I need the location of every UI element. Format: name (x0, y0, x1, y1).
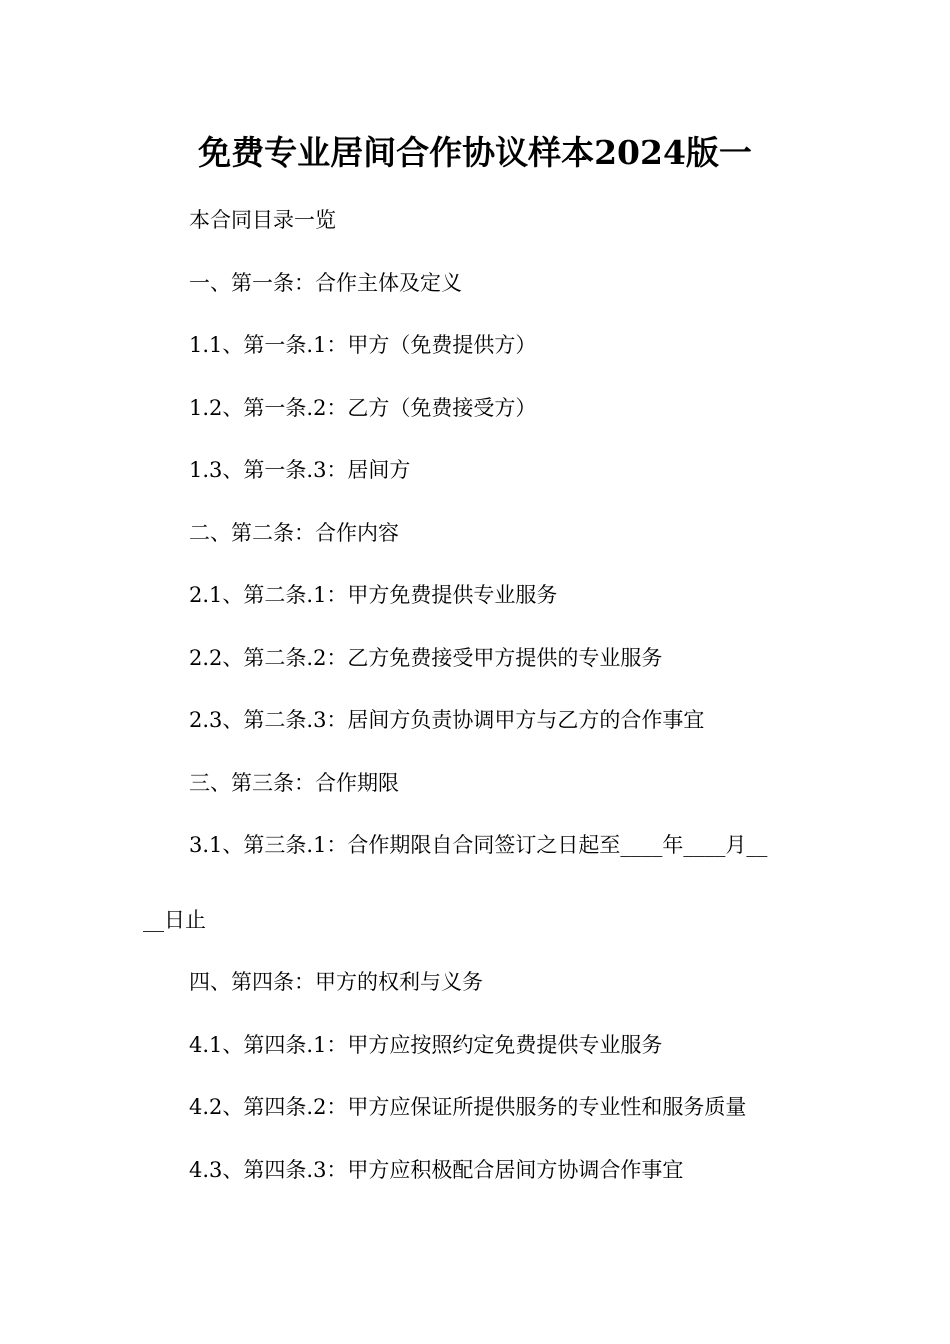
toc-heading: 本合同目录一览 (189, 208, 336, 232)
toc-item-2-1: 2.1、第二条.1：甲方免费提供专业服务 (189, 583, 558, 607)
document-title: 免费专业居间合作协议样本2024版一 (198, 133, 752, 172)
toc-item-4-1: 4.1、第四条.1：甲方应按照约定免费提供专业服务 (189, 1033, 663, 1057)
toc-item-1-1: 1.1、第一条.1：甲方（免费提供方） (189, 333, 537, 357)
toc-section-1: 一、第一条：合作主体及定义 (189, 271, 462, 295)
toc-section-2: 二、第二条：合作内容 (189, 521, 399, 545)
toc-item-4-3: 4.3、第四条.3：甲方应积极配合居间方协调合作事宜 (189, 1158, 684, 1182)
toc-item-2-3: 2.3、第二条.3：居间方负责协调甲方与乙方的合作事宜 (189, 708, 705, 732)
toc-item-1-2: 1.2、第一条.2：乙方（免费接受方） (189, 396, 537, 420)
toc-item-2-2: 2.2、第二条.2：乙方免费接受甲方提供的专业服务 (189, 646, 663, 670)
toc-item-3-1-continued: __日止 (143, 908, 206, 932)
toc-item-3-1: 3.1、第三条.1：合作期限自合同签订之日起至____年____月__ (189, 833, 768, 857)
toc-item-1-3: 1.3、第一条.3：居间方 (189, 458, 411, 482)
toc-section-4: 四、第四条：甲方的权利与义务 (189, 970, 483, 994)
toc-section-3: 三、第三条：合作期限 (189, 771, 399, 795)
toc-item-4-2: 4.2、第四条.2：甲方应保证所提供服务的专业性和服务质量 (189, 1095, 747, 1119)
